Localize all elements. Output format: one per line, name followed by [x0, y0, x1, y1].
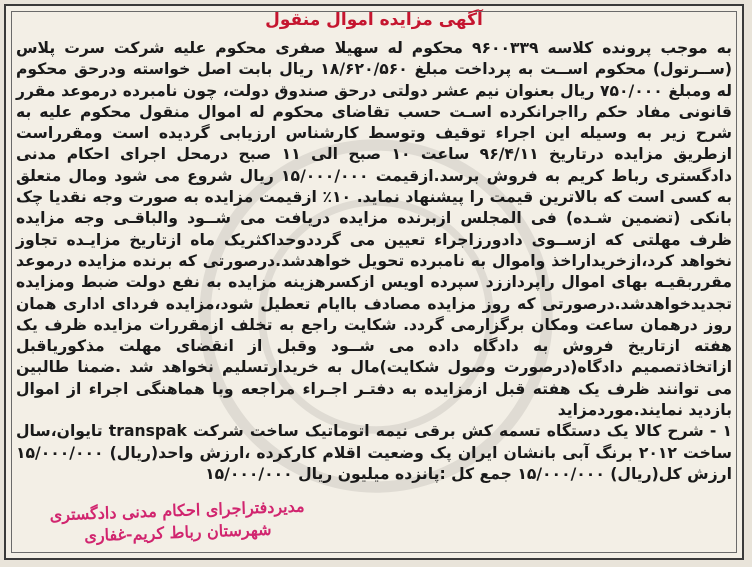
notice-frame [4, 4, 744, 560]
signature-line-1: مدیردفتراجرای احکام مدنی دادگستری [49, 496, 305, 525]
notice-body [16, 38, 732, 485]
signature-line-2: شهرستان رباط کریم-غفاری [83, 519, 272, 546]
signature-stamp [49, 496, 305, 549]
item-description: ۱ - شرح کالا یک دستگاه تسمه کش برقی نیمه اتوماتیک ساخت شرکت transpak تایوان،سال ساخت ۲۰۱۲ برنگ آبی بانشان ایران پک وضعیت اقلام کارکرده ،ارزش واحد(ریال) ۱۵/۰۰۰/۰۰۰ ارزش کل(ریال) ۱۵/۰۰۰/۰۰۰ جمع کل :پانزده میلیون ریال ۱۵/۰۰۰/۰۰۰ [16, 422, 732, 483]
notice-paragraph: به موجب پرونده کلاسه ۹۶۰۰۳۳۹ محکوم له سهیلا صفری محکوم علیه شرکت سرت پلاس (ســرتول) محکوم اســت به پرداخت مبلغ ۱۸/۶۲۰/۵۶۰ ریال بابت اصل خواسته ودرحق محکوم له ومبلغ ۷۵۰/۰۰۰ ریال بعنوان نیم عشر دولتی درحق صندوق دولت، چون نامبرده درموعد مقرر قانونی مفاد حکم رااجرانکرده اسـت حسب تقاضای محکوم له اموال منقول محکوم علیه به شرح زیر به وسیله این اجراء توقیف وتوسط کارشناس ارزیابی گردیده است ومقرراست ازطریق مزایده درتاریخ ۹۶/۴/۱۱ ساعت ۱۰ صبح الی ۱۱ صبح درمحل اجرای احکام مدنی دادگستری رباط کریم به فروش برسد.ازقیمت ۱۵/۰۰۰/۰۰۰ ریال شروع می شود ومال متعلق به کسی است که بالاترین قیمت را پیشنهاد نماید. ۱۰٪ ازقیمت مزایده به صورت وجه نقدیا چک بانکی (تضمین شـده) فی المجلس ازبرنده مزایده دریافت می شــود والباقـی وجه مزایده ظرف مهلتی که ازســوی دادورزاجراء تعیین می گرددوحداکثریک ماه ازتاریخ مزایـده تجاوز نخواهد کرد،ازخریداراخذ واموال به نامبرده تحویل خواهدشد.درصورتی که برنده مزایده درموعد مقرربقیـه بهای اموال راپرداززد سپرده اویس ازکسرهزینه مزایده به نفع دولت ضبط ومزایده تجدیدخواهدشد.درصورتی که روز مزایده مصادف باایام تعطیل شود،مزایده فردای اداری همان روز درهمان ساعت ومکان برگزارمی گردد. شکایت راجع به تخلف ازمقررات مزایده ظرف یک هفته ازتاریخ فروش به دادگاه داده می شــود وقبل از انقضای مهلت مذکورياقبل ازاتخاذتصمیم دادگاه(درصورت وصول شکایت)مال به خریدارتسلیم نخواهد شد .ضمنا طالبین می توانند ظرف یک هفته قبل ازمزایده به دفتـر اجـراء مراجعه وبا هماهنگی اجراء از اموال بازدید نمایند.موردمزاید [16, 39, 733, 420]
notice-title: آگهی مزایده اموال منقول [265, 10, 483, 30]
